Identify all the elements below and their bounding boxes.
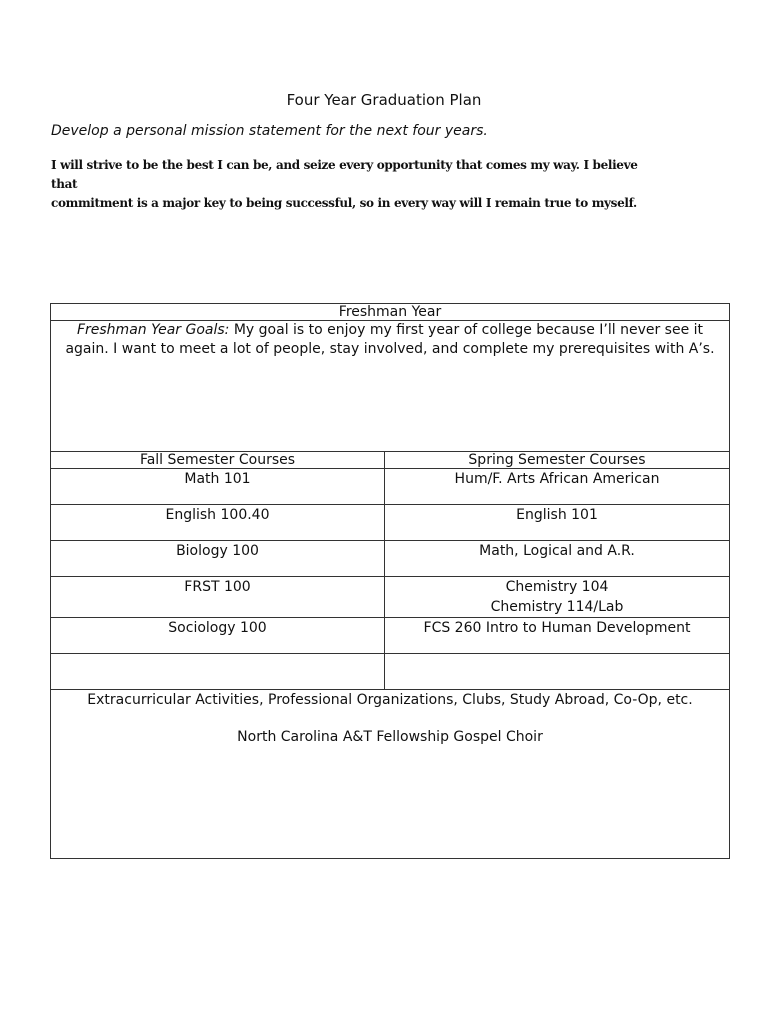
spring-semester-header: Spring Semester Courses — [385, 452, 730, 469]
mission-statement — [51, 156, 651, 213]
fall-course: FRST 100 — [51, 577, 385, 618]
document-title: Four Year Graduation Plan — [286, 91, 482, 109]
fall-course: Biology 100 — [51, 541, 385, 577]
year-header-row — [51, 304, 730, 321]
extracurricular-item: North Carolina A&T Fellowship Gospel Choir — [237, 729, 543, 745]
fall-course — [51, 654, 385, 690]
fall-course: Sociology 100 — [51, 618, 385, 654]
fall-semester-header: Fall Semester Courses — [51, 452, 385, 469]
fall-course: Math 101 — [51, 469, 385, 505]
freshman-year-table — [50, 303, 730, 859]
extracurricular-heading: Extracurricular Activities, Professional Organizations, Clubs, Study Abroad, Co-Op, etc. — [87, 692, 693, 708]
extracurricular-row — [51, 690, 730, 859]
course-row — [51, 577, 730, 618]
course-row — [51, 505, 730, 541]
spring-course: English 101 — [385, 505, 730, 541]
mission-prompt: Develop a personal mission statement for the next four years. — [51, 123, 488, 139]
extracurricular-cell — [51, 690, 730, 859]
course-row — [51, 541, 730, 577]
course-row — [51, 618, 730, 654]
spring-course: Hum/F. Arts African American — [385, 469, 730, 505]
semester-header-row — [51, 452, 730, 469]
spring-course: FCS 260 Intro to Human Development — [385, 618, 730, 654]
course-row — [51, 469, 730, 505]
goals-text: My goal is to enjoy my first year of college because I’ll never see it again. I want to meet a lot of people, stay involved, and complete my prerequisites with A’s. — [65, 322, 715, 357]
spring-course — [385, 654, 730, 690]
year-header: Freshman Year — [51, 304, 730, 321]
fall-course: English 100.40 — [51, 505, 385, 541]
goals-row — [51, 321, 730, 452]
course-row-empty — [51, 654, 730, 690]
spring-course-line: Chemistry 114/Lab — [490, 599, 624, 615]
goals-cell — [51, 321, 730, 452]
goals-label: Freshman Year Goals: — [76, 322, 230, 338]
spring-course-line: Chemistry 104 — [505, 579, 609, 595]
spring-course: Math, Logical and A.R. — [385, 541, 730, 577]
mission-line: I will strive to be the best I can be, and seize every opportunity that comes my way. I believe that — [51, 158, 638, 191]
mission-line: commitment is a major key to being successful, so in every way will I remain true to myself. — [51, 196, 637, 210]
spring-course — [385, 577, 730, 618]
